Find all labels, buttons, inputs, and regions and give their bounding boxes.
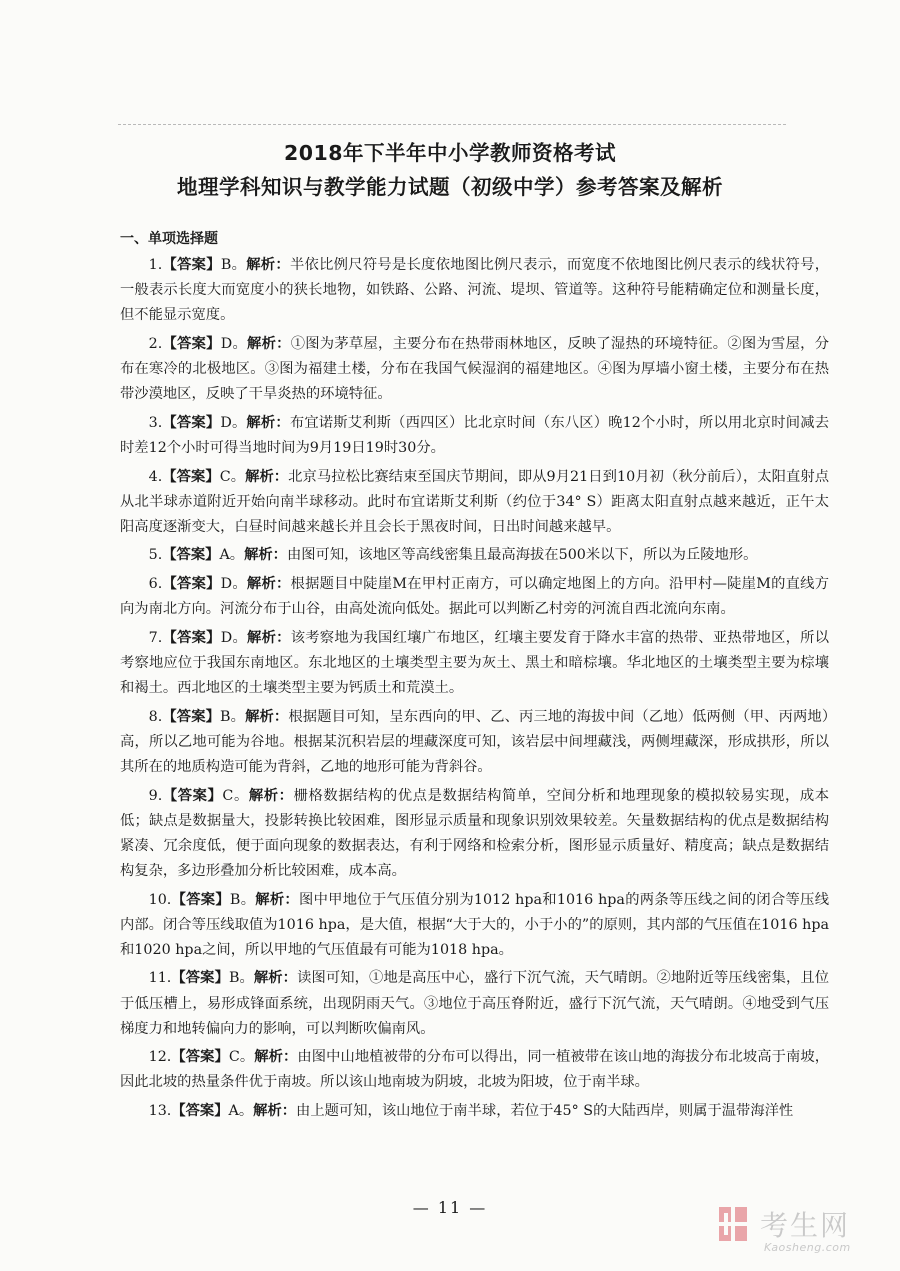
- analysis-text: 根据题目中陡崖M在甲村正南方，可以确定地图上的方向。沿甲村—陡崖M的直线方向为南北方向。河流分布于山谷，由高处流向低处。据此可以判断乙村旁的河流自西北流向东南。: [120, 576, 830, 618]
- watermark-name: 考生网: [760, 1209, 851, 1242]
- analysis-label: 解析：: [245, 468, 289, 485]
- question-number: 3.: [148, 414, 163, 431]
- answer-choice: C。: [228, 1049, 255, 1066]
- analysis-label: 解析：: [247, 629, 291, 646]
- question-number: 7.: [148, 629, 163, 646]
- answer-item-3: [120, 411, 829, 461]
- answer-choice: D。: [220, 335, 248, 352]
- analysis-text: ①图为茅草屋，主要分布在热带雨林地区，反映了湿热的环境特征。②图为雪屋，分布在寒冷的北极地区。③图为福建土楼，分布在我国气候湿润的福建地区。④图为厚墙小窗土楼，主要分布在热带沙漠地区，反映了干旱炎热的环境特征。: [120, 335, 829, 403]
- analysis-label: 解析：: [248, 787, 294, 804]
- question-number: 6.: [148, 576, 163, 593]
- analysis-text: 该考察地为我国红壤广布地区，红壤主要发育于降水丰富的热带、亚热带地区，所以考察地应位于我国东南地区。东北地区的土壤类型主要为灰土、黑土和暗棕壤。华北地区的土壤类型主要为棕壤和褐土。西北地区的土壤类型主要为钙质土和荒漠土。: [120, 629, 829, 697]
- analysis-label: 解析：: [246, 257, 290, 273]
- question-number: 2.: [148, 335, 163, 352]
- analysis-label: 解析：: [253, 1103, 297, 1120]
- analysis-label: 解析：: [247, 335, 291, 352]
- top-divider: [118, 124, 786, 125]
- answer-item-12: [120, 1045, 829, 1095]
- answer-choice: B。: [229, 891, 256, 908]
- watermark: [716, 1204, 894, 1260]
- page-number: — 11 —: [412, 1198, 488, 1217]
- question-number: 9.: [148, 787, 163, 804]
- analysis-text: 读图可知，①地是高压中心，盛行下沉气流，天气晴朗。②地附近等压线密集，且位于低压槽上，易形成锋面系统，出现阴雨天气。③地位于高压脊附近，盛行下沉气流，天气晴朗。④地受到气压梯度力和地转偏向力的影响，可以判断吹偏南风。: [120, 970, 830, 1037]
- question-number: 12.: [148, 1049, 172, 1066]
- answer-list: [120, 253, 829, 1128]
- watermark-url: Kaosheng.com: [764, 1241, 851, 1254]
- analysis-text: 由上题可知，该山地位于南半球，若位于45° S的大陆西岸，则属于温带海洋性: [296, 1103, 794, 1120]
- answer-label: 【答案】: [162, 414, 221, 431]
- answer-choice: A。: [219, 547, 245, 564]
- answer-item-13: [120, 1099, 829, 1124]
- analysis-text: 图中甲地位于气压值分别为1012 hpa和1016 hpa的两条等压线之间的闭合等压线内部。闭合等压线取值为1016 hpa，是大值，根据“大于大的，小于小的”的原则，其内部的气压值在1016 hpa和1020 hpa之间，所以甲地的气压值最有可能为1018 hpa。: [120, 891, 829, 958]
- answer-choice: D。: [220, 414, 247, 431]
- analysis-label: 解析：: [254, 1049, 298, 1066]
- analysis-label: 解析：: [246, 576, 291, 593]
- answer-label: 【答案】: [162, 708, 221, 725]
- answer-item-6: [120, 572, 829, 622]
- analysis-text: 根据题目可知，呈东西向的甲、乙、丙三地的海拔中间（乙地）低两侧（甲、丙两地）高，所以乙地可能为谷地。根据某沉积岩层的埋藏深度可知，该岩层中间埋藏浅，两侧埋藏深，形成拱形，所以其所在的地质构造可能为背斜，乙地的地形可能为背斜谷。: [120, 708, 829, 775]
- answer-item-8: [120, 705, 829, 780]
- answer-label: 【答案】: [171, 970, 229, 987]
- answer-item-2: [120, 332, 829, 407]
- answer-item-1: [120, 253, 829, 328]
- section-heading: 一、单项选择题: [120, 231, 218, 247]
- question-number: 4.: [148, 468, 163, 485]
- question-number: 8.: [148, 708, 163, 725]
- answer-choice: C。: [219, 468, 246, 485]
- analysis-label: 解析：: [245, 708, 289, 725]
- answer-label: 【答案】: [171, 1103, 229, 1120]
- analysis-label: 解析：: [253, 970, 298, 987]
- answer-choice: C。: [222, 787, 249, 804]
- analysis-label: 解析：: [246, 414, 290, 431]
- answer-choice: B。: [228, 970, 254, 987]
- analysis-text: 布宜诺斯艾利斯（西四区）比北京时间（东八区）晚12个小时，所以用北京时间减去时差12个小时可得当地时间为9月19日19时30分。: [120, 414, 829, 456]
- answer-choice: A。: [228, 1103, 254, 1120]
- answer-choice: D。: [220, 629, 248, 646]
- analysis-label: 解析：: [244, 547, 287, 564]
- answer-label: 【答案】: [162, 468, 220, 485]
- question-number: 5.: [148, 547, 163, 564]
- answer-item-7: [120, 626, 829, 701]
- answer-item-5: [120, 543, 829, 568]
- answer-label: 【答案】: [162, 257, 221, 273]
- kaosheng-logo-icon: [716, 1204, 750, 1244]
- answer-choice: B。: [220, 257, 247, 273]
- question-number: 11.: [148, 970, 172, 987]
- question-number: 13.: [148, 1103, 172, 1120]
- answer-item-10: [120, 888, 829, 963]
- analysis-text: 由图可知，该地区等高线密集且最高海拔在500米以下，所以为丘陵地形。: [286, 547, 758, 564]
- answer-label: 【答案】: [162, 629, 221, 646]
- answer-label: 【答案】: [162, 547, 220, 564]
- analysis-label: 解析：: [255, 891, 300, 908]
- answer-label: 【答案】: [162, 787, 223, 804]
- analysis-text: 半依比例尺符号是长度依地图比例尺表示，而宽度不依地图比例尺表示的线状符号，一般表示长度大而宽度小的狭长地物，如铁路、公路、河流、堤坝、管道等。这种符号能精确定位和测量长度，但不能显示宽度。: [120, 257, 830, 324]
- answer-choice: B。: [220, 708, 246, 725]
- analysis-text: 北京马拉松比赛结束至国庆节期间，即从9月21日到10月初（秋分前后），太阳直射点从北半球赤道附近开始向南半球移动。此时布宜诺斯艾利斯（约位于34° S）距离太阳直射点越来越近，正午太阳高度逐渐变大，白昼时间越来越长并且会长于黑夜时间，日出时间越来越早。: [120, 468, 830, 535]
- question-number: 1.: [148, 257, 163, 273]
- answer-item-11: [120, 966, 829, 1041]
- answer-label: 【答案】: [162, 335, 221, 352]
- answer-item-4: [120, 465, 829, 540]
- page-title-line-2: 地理学科知识与教学能力试题（初级中学）参考答案及解析: [177, 175, 723, 199]
- analysis-text: 栅格数据结构的优点是数据结构简单，空间分析和地理现象的模拟较易实现，成本低；缺点是数据量大，投影转换比较困难，图形显示质量和现象识别效果较差。矢量数据结构的优点是数据结构紧凑、冗余度低，便于面向现象的数据表达，有利于网络和检索分析，图形显示质量好、精度高；缺点是数据结构复杂，多边形叠加分析比较困难，成本高。: [120, 787, 830, 879]
- question-number: 10.: [148, 891, 172, 908]
- answer-choice: D。: [220, 576, 247, 593]
- analysis-text: 由图中山地植被带的分布可以得出，同一植被带在该山地的海拔分布北坡高于南坡，因此北坡的热量条件优于南坡。所以该山地南坡为阴坡，北坡为阳坡，位于南半球。: [120, 1049, 830, 1091]
- answer-label: 【答案】: [171, 1049, 229, 1066]
- answer-label: 【答案】: [162, 576, 221, 593]
- page-title-line-1: 2018年下半年中小学教师资格考试: [283, 141, 617, 165]
- answer-label: 【答案】: [171, 891, 230, 908]
- answer-item-9: [120, 784, 829, 884]
